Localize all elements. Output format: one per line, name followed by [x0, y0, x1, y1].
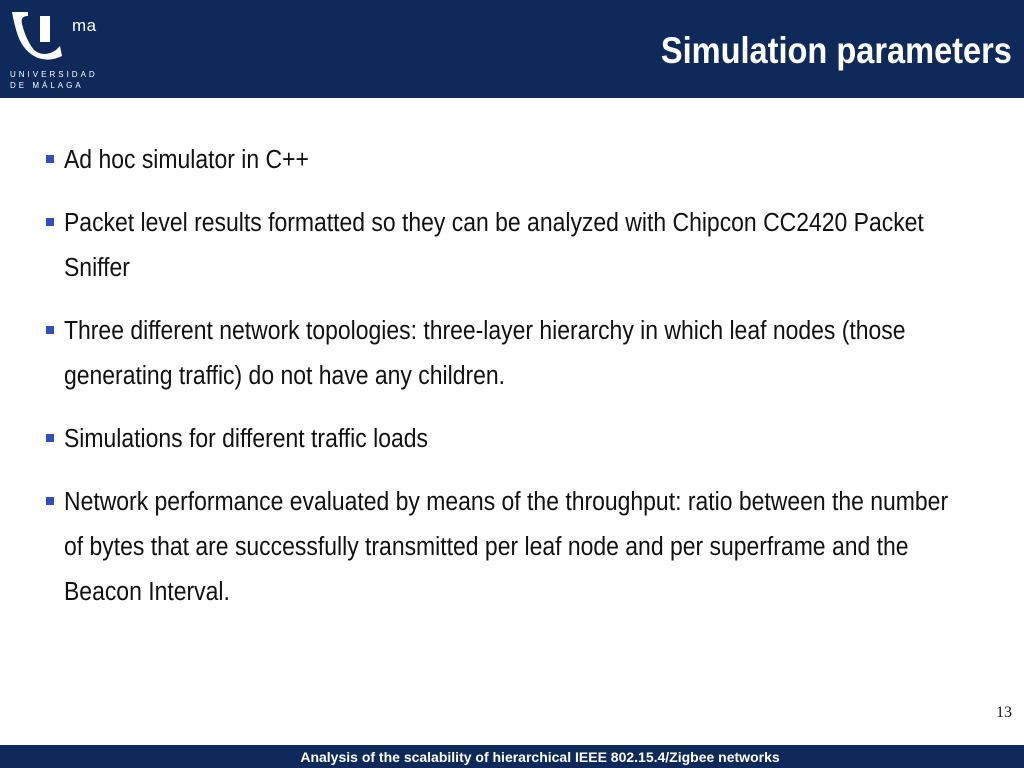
- bullet-item: [42, 417, 972, 462]
- bullet-item: [42, 480, 972, 615]
- bullet-text: Three different network topologies: three-layer hierarchy in which leaf nodes (those generating traffic) do not have any children.: [64, 317, 906, 390]
- bullet-square-icon: [46, 434, 54, 442]
- bullet-text: Network performance evaluated by means of the throughput: ratio between the number of bytes that are successfully transmitted per leaf node and per superframe and the Beacon Interval.: [64, 488, 949, 606]
- bullet-list: [42, 138, 972, 633]
- logo-text-university: UNIVERSIDAD: [10, 70, 98, 79]
- bullet-item: [42, 201, 972, 291]
- bullet-square-icon: [46, 155, 54, 163]
- footer-text: Analysis of the scalability of hierarchical IEEE 802.15.4/Zigbee networks: [300, 749, 780, 765]
- bullet-item: [42, 309, 972, 399]
- slide-title: Simulation parameters: [660, 30, 1012, 71]
- bullet-square-icon: [46, 218, 54, 226]
- bullet-square-icon: [46, 326, 54, 334]
- header-bar: [0, 0, 1024, 98]
- page-number: 13: [996, 704, 1012, 721]
- university-logo: [10, 10, 120, 92]
- logo-mark: ma: [72, 16, 97, 35]
- logo-text-malaga: DE MÁLAGA: [10, 81, 84, 90]
- logo-wave-icon: [10, 10, 70, 62]
- bullet-square-icon: [46, 497, 54, 505]
- bullet-item: [42, 138, 972, 183]
- bullet-text: Ad hoc simulator in C++: [64, 146, 309, 174]
- bullet-text: Packet level results formatted so they can be analyzed with Chipcon CC2420 Packet Sniffer: [64, 209, 924, 282]
- bullet-text: Simulations for different traffic loads: [64, 425, 428, 453]
- footer-bar: [0, 745, 1024, 768]
